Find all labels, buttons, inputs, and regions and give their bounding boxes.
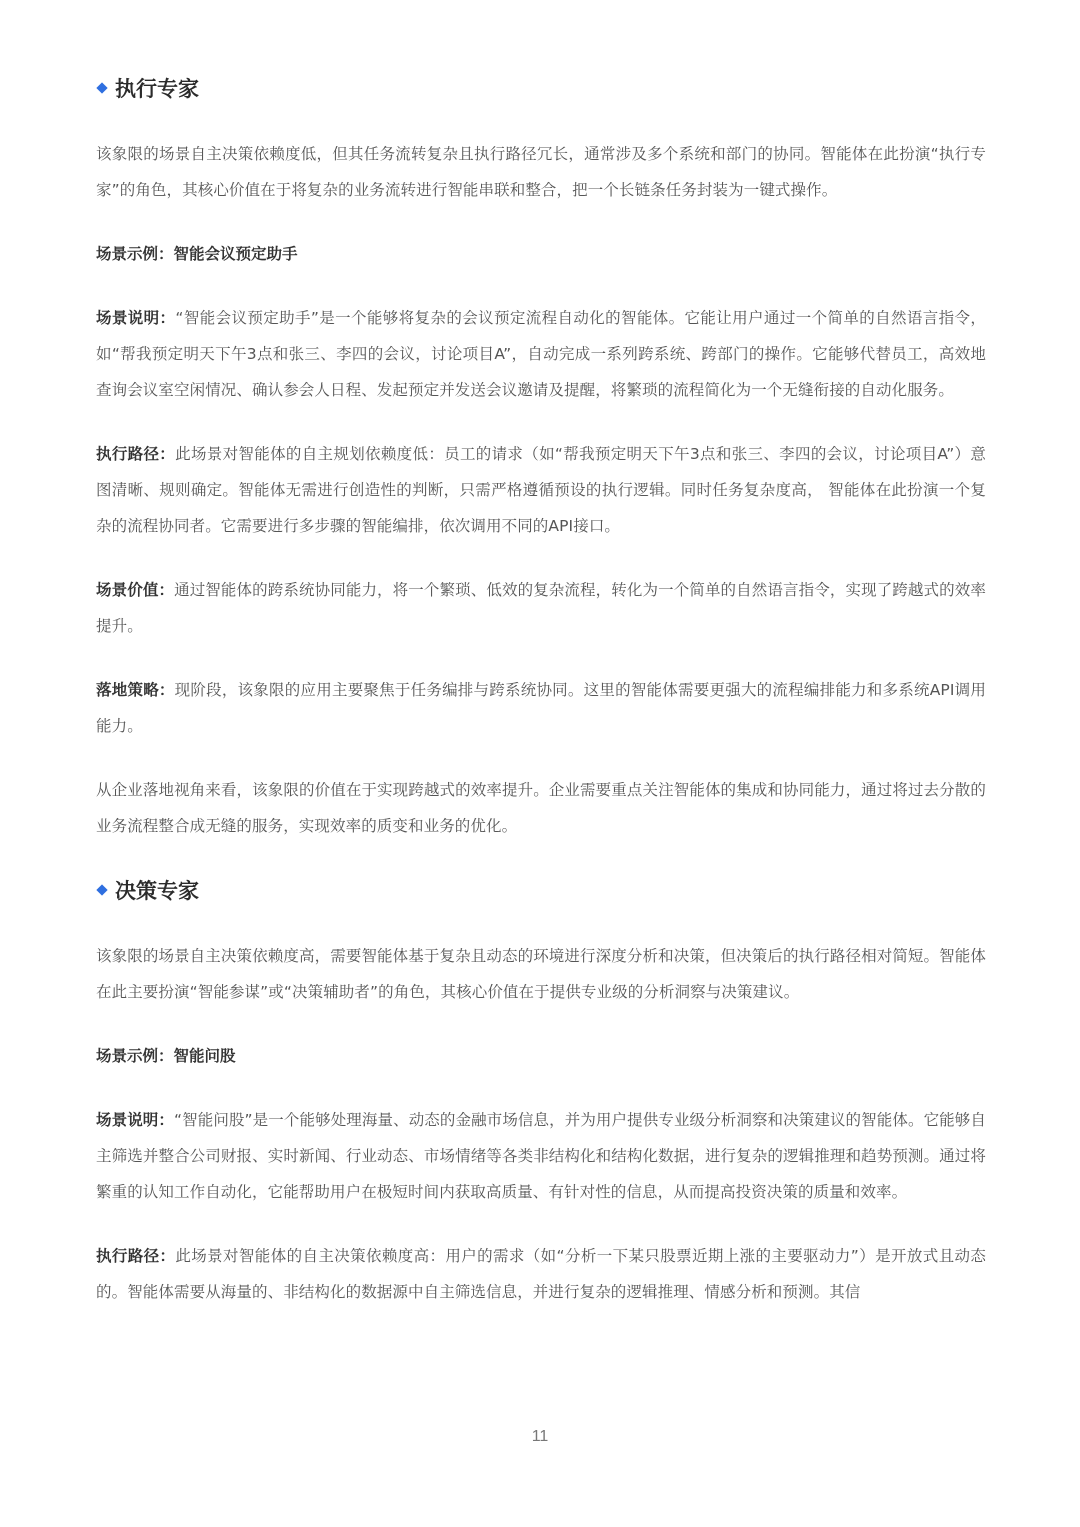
scenario-description [96,1102,986,1210]
execution-path-text: 此场景对智能体的自主规划依赖度低：员工的请求（如“帮我预定明天下午3点和张三、李四的会议，讨论项目A”）意图清晰、规则确定。智能体无需进行创造性的判断，只需严格遵循预设的执行逻辑。同时任务复杂度高， 智能体在此扮演一个复杂的流程协同者。它需要进行多步骤的智能编排，依次调用不同的API接口。 [96,445,986,535]
scenario-description-text: “智能问股”是一个能够处理海量、动态的金融市场信息，并为用户提供专业级分析洞察和决策建议的智能体。它能够自主筛选并整合公司财报、实时新闻、行业动态、市场情绪等各类非结构化和结构化数据，进行复杂的逻辑推理和趋势预测。通过将繁重的认知工作自动化，它能帮助用户在极短时间内获取高质量、有针对性的信息，从而提高投资决策的质量和效率。 [96,1111,986,1201]
diamond-bullet-icon [96,884,107,895]
landing-strategy-label: 落地策略： [96,681,175,699]
scenario-value [96,572,986,644]
execution-path [96,436,986,544]
execution-path [96,1238,986,1310]
section-title-text: 决策专家 [115,879,199,903]
execution-path-label: 执行路径： [96,445,176,463]
section-heading-execution-expert [96,70,986,106]
execution-path-label: 执行路径： [96,1247,176,1265]
landing-strategy [96,672,986,744]
scenario-value-text: 通过智能体的跨系统协同能力，将一个繁琐、低效的复杂流程，转化为一个简单的自然语言指令，实现了跨越式的效率提升。 [96,581,986,635]
section-heading-decision-expert [96,872,986,908]
page-content [96,70,986,1310]
scenario-example: 场景示例：智能问股 [96,1047,236,1065]
section-intro: 该象限的场景自主决策依赖度高，需要智能体基于复杂且动态的环境进行深度分析和决策，但决策后的执行路径相对简短。智能体在此主要扮演“智能参谋”或“决策辅助者”的角色，其核心价值在于提供专业级的分析洞察与决策建议。 [96,947,986,1001]
scenario-description-label: 场景说明： [96,1111,175,1129]
section-summary: 从企业落地视角来看，该象限的价值在于实现跨越式的效率提升。企业需要重点关注智能体的集成和协同能力，通过将过去分散的业务流程整合成无缝的服务，实现效率的质变和业务的优化。 [96,781,986,835]
scenario-description-label: 场景说明： [96,309,176,327]
scenario-description-text: “智能会议预定助手”是一个能够将复杂的会议预定流程自动化的智能体。它能让用户通过一个简单的自然语言指令，如“帮我预定明天下午3点和张三、李四的会议，讨论项目A”，自动完成一系列跨系统、跨部门的操作。它能够代替员工，高效地查询会议室空闲情况、确认参会人日程、发起预定并发送会议邀请及提醒，将繁琐的流程简化为一个无缝衔接的自动化服务。 [96,309,986,399]
section-intro: 该象限的场景自主决策依赖度低，但其任务流转复杂且执行路径冗长，通常涉及多个系统和部门的协同。智能体在此扮演“执行专家”的角色，其核心价值在于将复杂的业务流转进行智能串联和整合，把一个长链条任务封装为一键式操作。 [96,145,986,199]
landing-strategy-text: 现阶段，该象限的应用主要聚焦于任务编排与跨系统协同。这里的智能体需要更强大的流程编排能力和多系统API调用能力。 [96,681,986,735]
scenario-value-label: 场景价值： [96,581,175,599]
section-title-text: 执行专家 [115,77,199,101]
scenario-example: 场景示例：智能会议预定助手 [96,245,298,263]
scenario-description [96,300,986,408]
execution-path-text: 此场景对智能体的自主决策依赖度高：用户的需求（如“分析一下某只股票近期上涨的主要驱动力”）是开放式且动态的。智能体需要从海量的、非结构化的数据源中自主筛选信息，并进行复杂的逻辑推理、情感分析和预测。其信 [96,1247,986,1301]
diamond-bullet-icon [96,82,107,93]
page-number: 11 [531,1428,549,1445]
